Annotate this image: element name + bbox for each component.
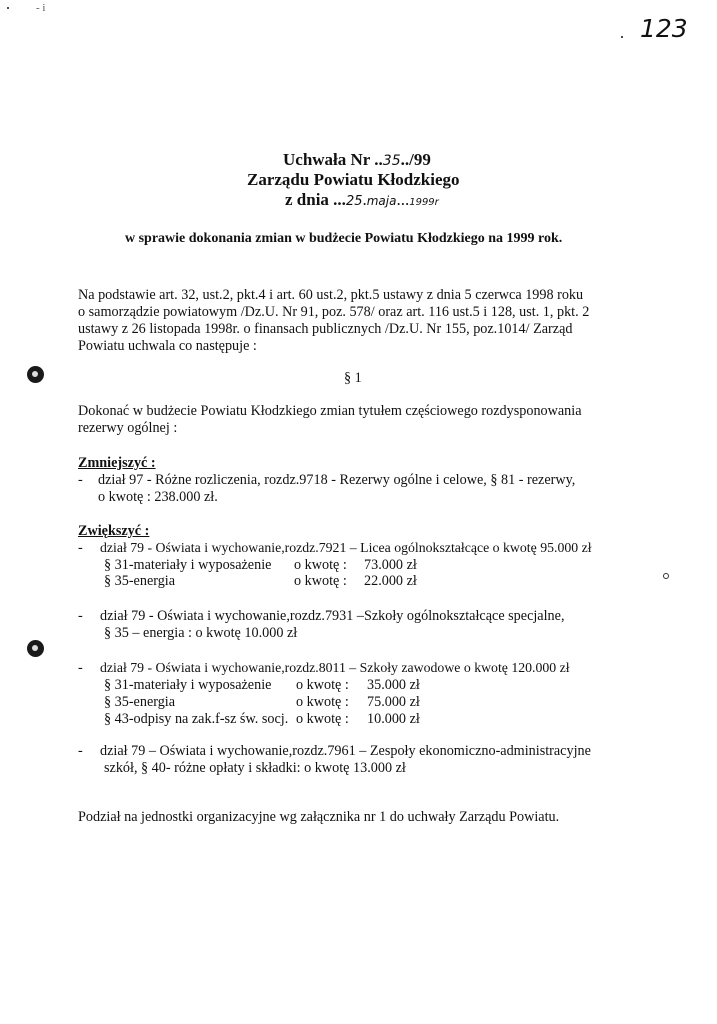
par-row-label: o kwotę : bbox=[296, 694, 349, 710]
resolution-title bbox=[283, 150, 431, 170]
increase-item-4-detail: szkół, § 40- różne opłaty i składki: o kwotę 13.000 zł bbox=[104, 760, 406, 776]
date-month-handwritten: maja bbox=[366, 194, 397, 208]
scan-speck bbox=[663, 573, 669, 579]
list-dash: - bbox=[78, 608, 83, 624]
preamble-line: Powiatu uchwala co następuje : bbox=[78, 338, 257, 354]
title-suffix: ../99 bbox=[400, 150, 431, 169]
par-row: § 35-energia bbox=[104, 694, 176, 710]
date-day-handwritten: 25 bbox=[345, 194, 363, 209]
increase-item-4: dział 79 – Oświata i wychowanie,rozdz.7961 – Zespoły ekonomiczno-administracyjne bbox=[100, 743, 591, 759]
scan-speck bbox=[621, 36, 623, 38]
decrease-amount: o kwotę : 238.000 zł. bbox=[98, 489, 218, 505]
scan-speck bbox=[7, 7, 9, 9]
par-row-amount: 22.000 zł bbox=[364, 573, 417, 589]
intro-line: rezerwy ogólnej : bbox=[78, 420, 178, 436]
date-year-handwritten: 1999r bbox=[409, 197, 439, 208]
intro-line: Dokonać w budżecie Powiatu Kłodzkiego zmian tytułem częściowego rozdysponowania bbox=[78, 403, 582, 419]
preamble-line: ustawy z 26 listopada 1998r. o finansach publicznych /Dz.U. Nr 155, poz.1014/ Zarząd bbox=[78, 321, 573, 337]
par-row-amount: 75.000 zł bbox=[367, 694, 420, 710]
par-row-label: o kwotę : bbox=[294, 573, 347, 589]
date-prefix: z dnia ... bbox=[285, 190, 346, 209]
par-row-amount: 10.000 zł bbox=[367, 711, 420, 727]
increase-item-2-detail: § 35 – energia : o kwotę 10.000 zł bbox=[104, 625, 298, 641]
preamble-line: Na podstawie art. 32, ust.2, pkt.4 i art. 60 ust.2, pkt.5 ustawy z dnia 5 czerwca 1998 roku bbox=[78, 287, 584, 303]
list-dash: - bbox=[78, 660, 83, 676]
par-row-amount: 73.000 zł bbox=[364, 557, 417, 573]
decrease-line: dział 97 - Różne rozliczenia, rozdz.9718 - Rezerwy ogólne i celowe, § 81 - rezerwy, bbox=[98, 472, 576, 488]
section-mark: § 1 bbox=[344, 370, 362, 386]
par-row: § 43-odpisy na zak.f-sz św. socj. bbox=[104, 711, 289, 727]
closing-line: Podział na jednostki organizacyjne wg załącznika nr 1 do uchwały Zarządu Powiatu. bbox=[78, 809, 560, 825]
scan-mark: - i bbox=[36, 2, 46, 14]
increase-item-3: dział 79 - Oświata i wychowanie,rozdz.8011 – Szkoły zawodowe o kwotę 120.000 zł bbox=[100, 660, 570, 675]
punch-hole-bottom bbox=[27, 640, 44, 657]
increase-item-1: dział 79 - Oświata i wychowanie,rozdz.7921 – Licea ogólnokształcące o kwotę 95.000 zł bbox=[100, 540, 592, 555]
page-number-handwritten: 123 bbox=[640, 14, 688, 43]
par-row: § 31-materiały i wyposażenie bbox=[104, 557, 272, 573]
title-number-handwritten: 35 bbox=[382, 153, 401, 169]
par-row-label: o kwotę : bbox=[294, 557, 347, 573]
punch-hole-top bbox=[27, 366, 44, 383]
par-row-amount: 35.000 zł bbox=[367, 677, 420, 693]
par-row-label: o kwotę : bbox=[296, 677, 349, 693]
par-row: § 35-energia bbox=[104, 573, 176, 589]
title-prefix: Uchwała Nr .. bbox=[283, 150, 383, 169]
increase-heading: Zwiększyć : bbox=[78, 523, 150, 539]
list-dash: - bbox=[78, 743, 83, 759]
list-dash: - bbox=[78, 540, 83, 556]
par-row-label: o kwotę : bbox=[296, 711, 349, 727]
decrease-heading: Zmniejszyć : bbox=[78, 455, 156, 471]
resolution-date: z dnia ...25.maja...1999r bbox=[285, 190, 439, 209]
preamble-line: o samorządzie powiatowym /Dz.U. Nr 91, poz. 578/ oraz art. 116 ust.5 i 128, ust. 1, pkt. 2 bbox=[78, 304, 590, 320]
board-name: Zarządu Powiatu Kłodzkiego bbox=[247, 170, 460, 189]
par-row: § 31-materiały i wyposażenie bbox=[104, 677, 272, 693]
increase-item-2: dział 79 - Oświata i wychowanie,rozdz.7931 –Szkoły ogólnokształcące specjalne, bbox=[100, 608, 565, 624]
resolution-subject: w sprawie dokonania zmian w budżecie Powiatu Kłodzkiego na 1999 rok. bbox=[125, 231, 563, 246]
list-dash: - bbox=[78, 472, 83, 488]
